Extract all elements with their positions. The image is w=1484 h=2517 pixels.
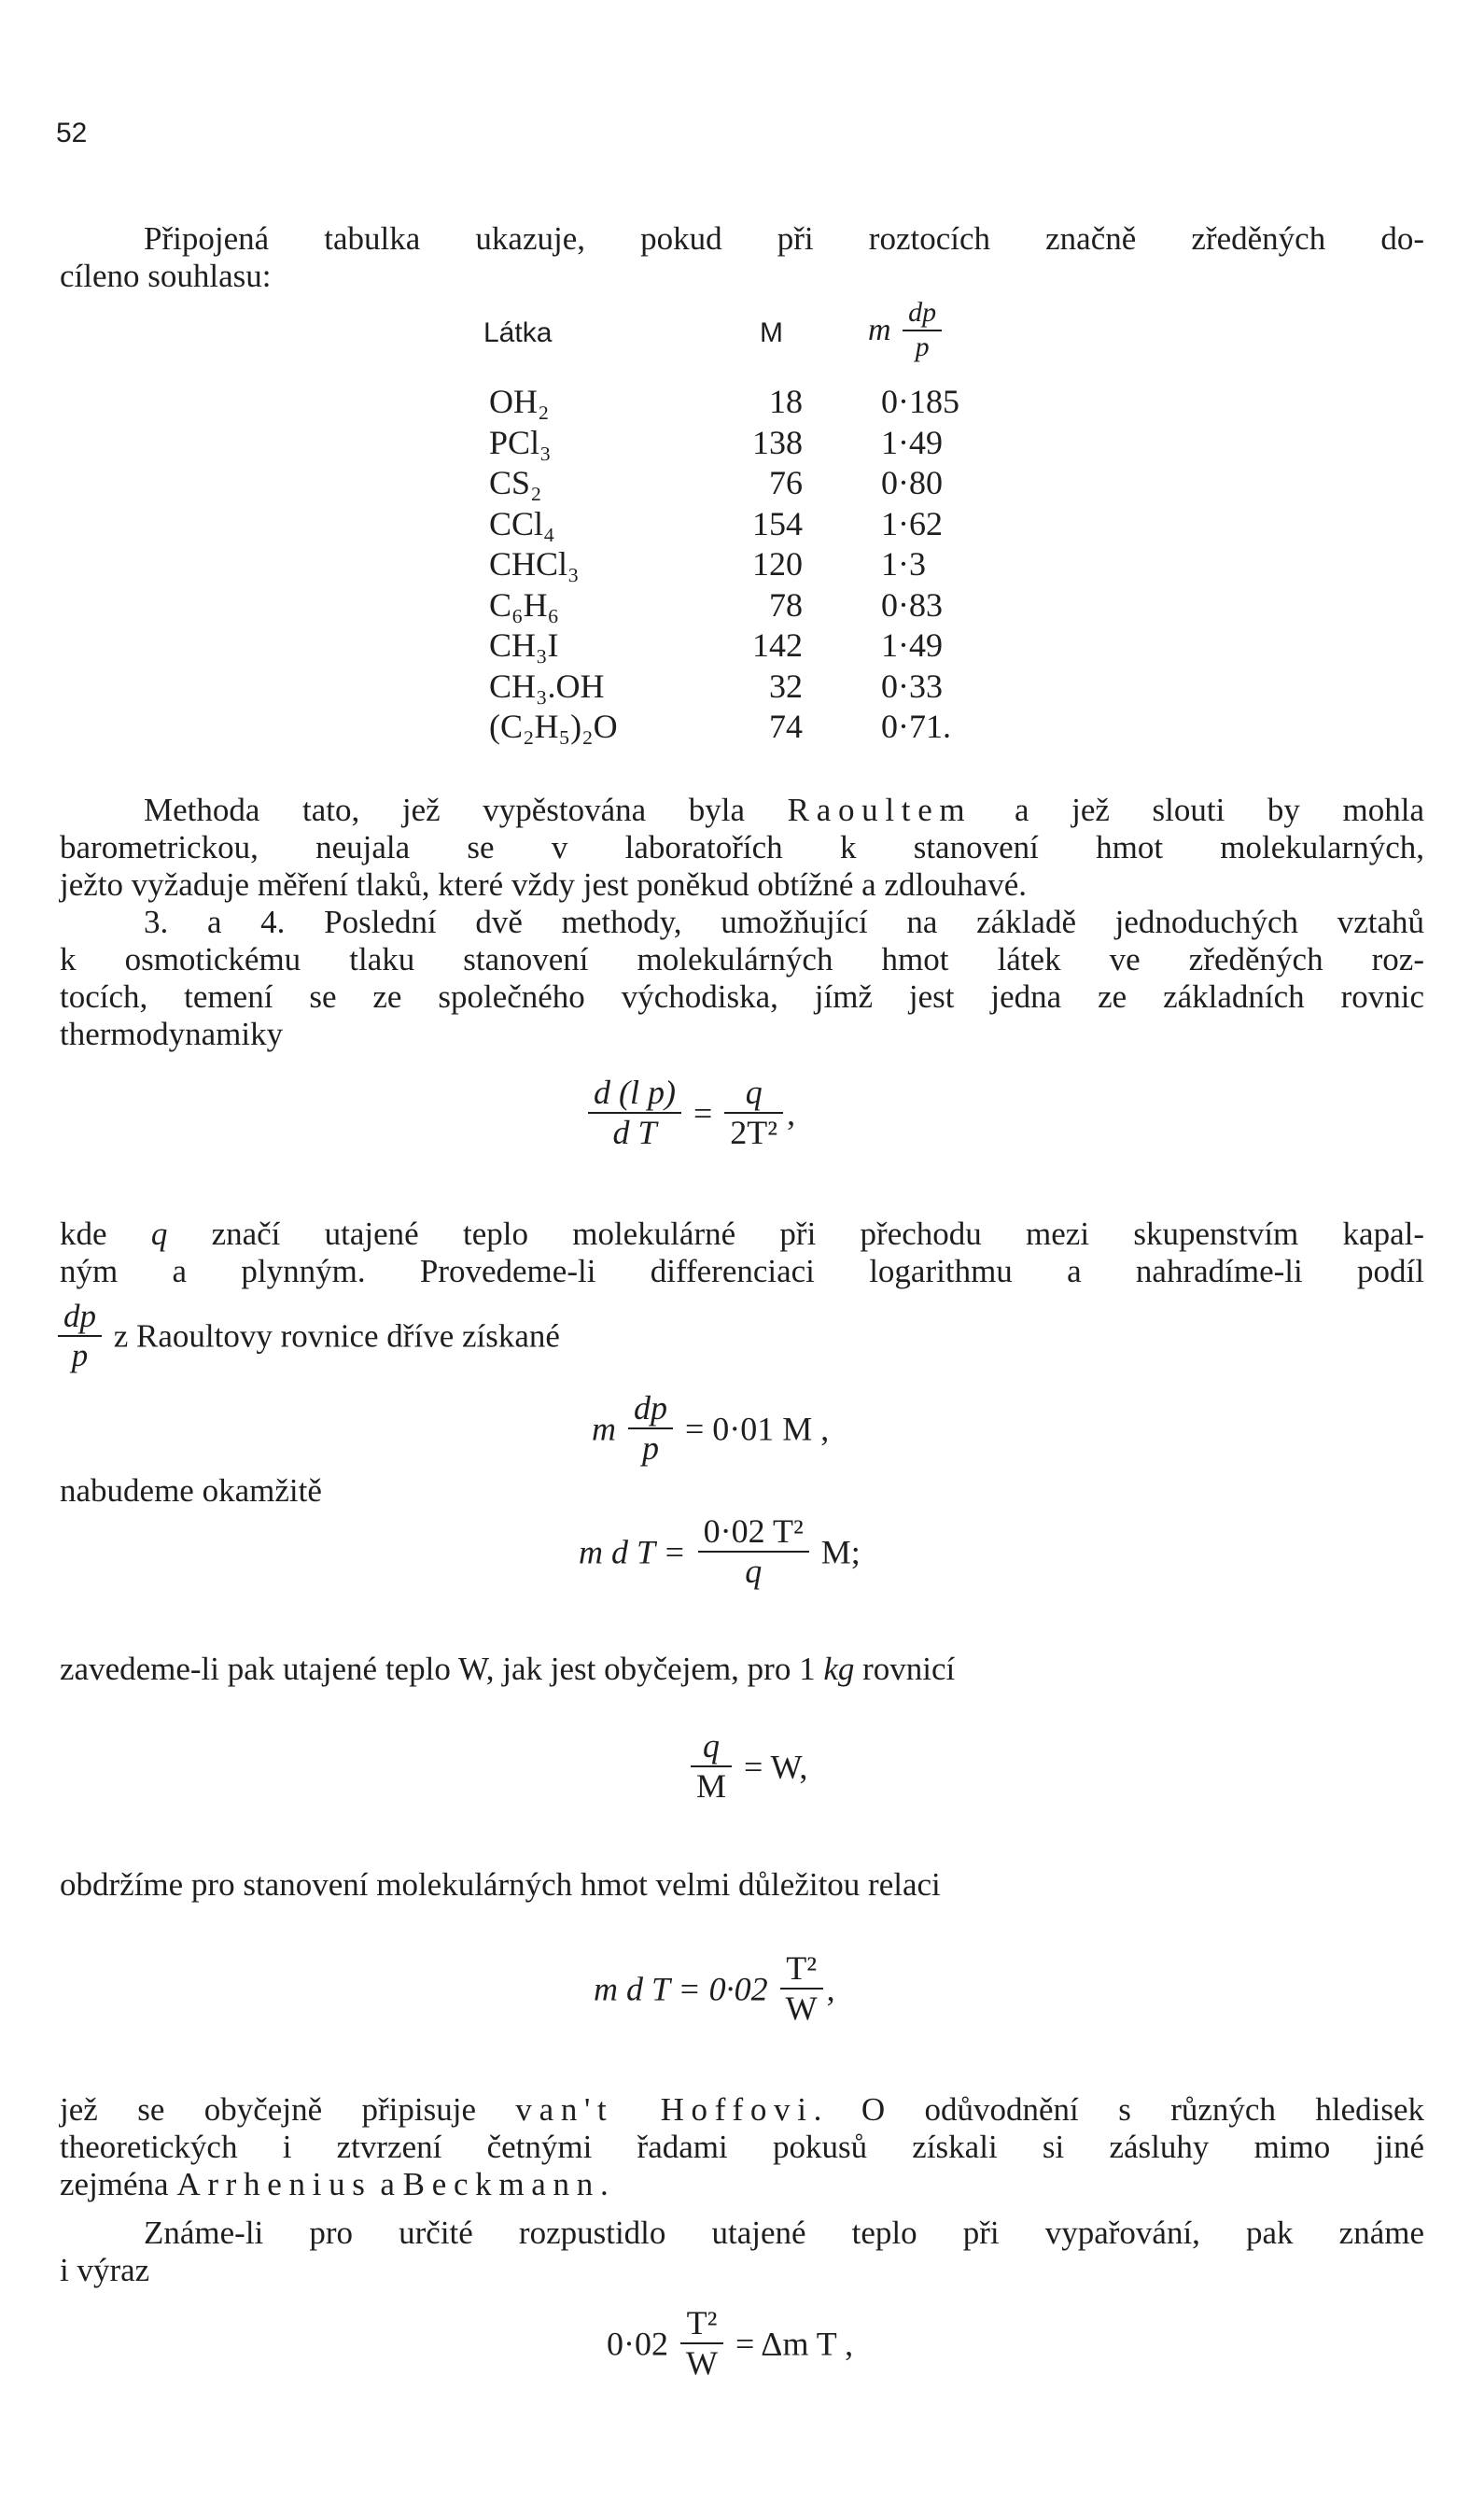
eq1-denominator: d T <box>612 1114 657 1152</box>
table-cell-value: 1·62 <box>881 504 943 542</box>
author-beckmann: Beckmann <box>402 2166 600 2202</box>
text-obdrzime: obdržíme pro stanovení molekulárných hmot velmi důležitou relaci <box>60 1866 941 1903</box>
equation-delta: 0·02 $\frac{\text{T²}}{W}$ = Δm T , <box>607 2304 854 2383</box>
text-line: kde q značí utajené teplo molekulárné při přechodu mezi skupenstvím kapal- <box>60 1216 1424 1252</box>
intro-line: Připojená tabulka ukazuje, pokud při roztocích značně zředěných do- <box>144 220 1424 257</box>
equation-raoult: m $\frac{dp}{p}$ = 0·01 M , <box>592 1389 830 1468</box>
table-cell-value: 0·83 <box>881 585 943 624</box>
table-cell-formula: CH₃.OH <box>489 667 605 705</box>
ratio-fraction <box>903 297 942 363</box>
text-line: ným a plynným. Provedeme-li differenciaci logarithmu a nahradíme-li podíl <box>60 1253 1424 1289</box>
author-arrhenius: Arrhenius <box>176 2166 372 2202</box>
table-cell-mass: 138 <box>752 423 803 461</box>
table-cell-mass: 154 <box>752 504 803 542</box>
table-cell-mass: 120 <box>752 545 803 583</box>
table-header-ratio <box>868 297 945 363</box>
text-nabudeme: nabudeme okamžitě <box>60 1472 322 1509</box>
table-header-mass: M <box>760 317 783 348</box>
table-cell-formula: C₆H₆ <box>489 585 560 624</box>
author-raoult: Raoultem <box>787 792 973 828</box>
equation-thermodynamic: $\frac{\text{d (l p)}}{\text{d T}}$ = $\frac{q}{\text{2T²}}$ , <box>584 1074 795 1153</box>
table-cell-mass: 142 <box>752 626 803 664</box>
table-cell-mass: 18 <box>769 383 803 420</box>
table-cell-formula: PCl₃ <box>489 423 552 461</box>
text-line: zavedeme-li pak utajené teplo W, jak jest obyčejem, pro 1 kg rovnicí <box>60 1651 956 1687</box>
text-line: 3. a 4. Poslední dvě methody, umožňující na základě jednoduchých vztahů <box>144 904 1424 940</box>
table-cell-value: 0·80 <box>881 464 943 501</box>
paragraph-zname <box>60 2215 1424 2289</box>
table-cell-value: 0·185 <box>881 383 959 420</box>
paragraph-jez <box>60 2091 1424 2203</box>
paragraph-methoda <box>60 792 1424 904</box>
ratio-numerator: dp <box>908 297 937 328</box>
intro-paragraph <box>60 220 1424 295</box>
eq1-rhs-denominator: 2T² <box>730 1114 778 1152</box>
table-cell-mass: 32 <box>769 667 803 705</box>
table-cell-value: 0·33 <box>881 667 943 705</box>
table-cell-formula: CHCl₃ <box>489 545 580 583</box>
table-cell-formula: CCl₄ <box>489 504 555 542</box>
ratio-denominator: p <box>915 330 930 362</box>
text-line: theoretických i ztvrzení četnými řadami pokusů získali si zásluhy mimo jiné <box>60 2129 1424 2165</box>
text-line: i výraz <box>60 2252 150 2288</box>
table-cell-value: 1·49 <box>881 423 943 461</box>
paragraph-zavedeme <box>60 1651 1424 1688</box>
eq1-numerator: d (l p) <box>594 1074 676 1111</box>
table-cell-formula: (C₂H₅)₂O <box>489 708 618 745</box>
table-cell-value: 1·49 <box>881 626 943 664</box>
table-cell-mass: 74 <box>769 708 803 745</box>
table-header-substance: Látka <box>483 317 553 348</box>
table-cell-mass: 76 <box>769 464 803 501</box>
eq1-rhs-numerator: q <box>745 1074 763 1111</box>
table-cell-mass: 78 <box>769 585 803 624</box>
table-cell-formula: CS₂ <box>489 464 542 501</box>
text-line: k osmotickému tlaku stanovení molekulárných hmot látek ve zředěných roz- <box>60 941 1424 977</box>
page-number: 52 <box>56 118 88 148</box>
paragraph-kde <box>60 1216 1424 1290</box>
text-line: ježto vyžaduje měření tlaků, které vždy jest poněkud obtížné a zdlouhavé. <box>60 866 1028 903</box>
text-line-podil: $\frac{dp}{p}$ z Raoultovy rovnice dříve získané <box>58 1298 560 1375</box>
equation-vant-hoff: m d T = 0·02 $\frac{\text{T²}}{W}$ , <box>594 1949 835 2028</box>
intro-line: cíleno souhlasu: <box>60 258 272 294</box>
text-line: barometrickou, neujala se v laboratořích k stanovení hmot molekularných, <box>60 829 1424 865</box>
table-cell-value: 0·71. <box>881 708 951 745</box>
equation-mdT-q: m d T = $\frac{\text{0·02 T²}}{q}$ M; <box>579 1512 861 1591</box>
table-cell-formula: CH₃I <box>489 626 559 664</box>
text-line: jež se obyčejně připisuje van't Hoffovi. O odůvodnění s různých hledisek <box>60 2091 1424 2128</box>
author-vant-hoff: van't Hoffovi <box>515 2091 814 2128</box>
table-cell-formula: OH₂ <box>489 383 550 420</box>
text-line: zejména Arrhenius a Beckmann. <box>60 2166 609 2202</box>
text-line: tocích, temení se ze společného východiska, jímž jest jedna ze základních rovnic <box>60 978 1424 1015</box>
paragraph-3a4 <box>60 904 1424 1053</box>
text-line: Známe-li pro určité rozpustidlo utajené teplo při vypařování, pak známe <box>144 2215 1424 2251</box>
equation-qM-W: $\frac{q}{M}$ = W, <box>687 1727 807 1807</box>
table-cell-value: 1·3 <box>881 545 926 583</box>
ratio-m: m <box>868 312 891 347</box>
text-line: thermodynamiky <box>60 1016 284 1052</box>
text-line: Methoda tato, jež vypěstována byla Raoultem a jež slouti by mohla <box>144 792 1424 828</box>
